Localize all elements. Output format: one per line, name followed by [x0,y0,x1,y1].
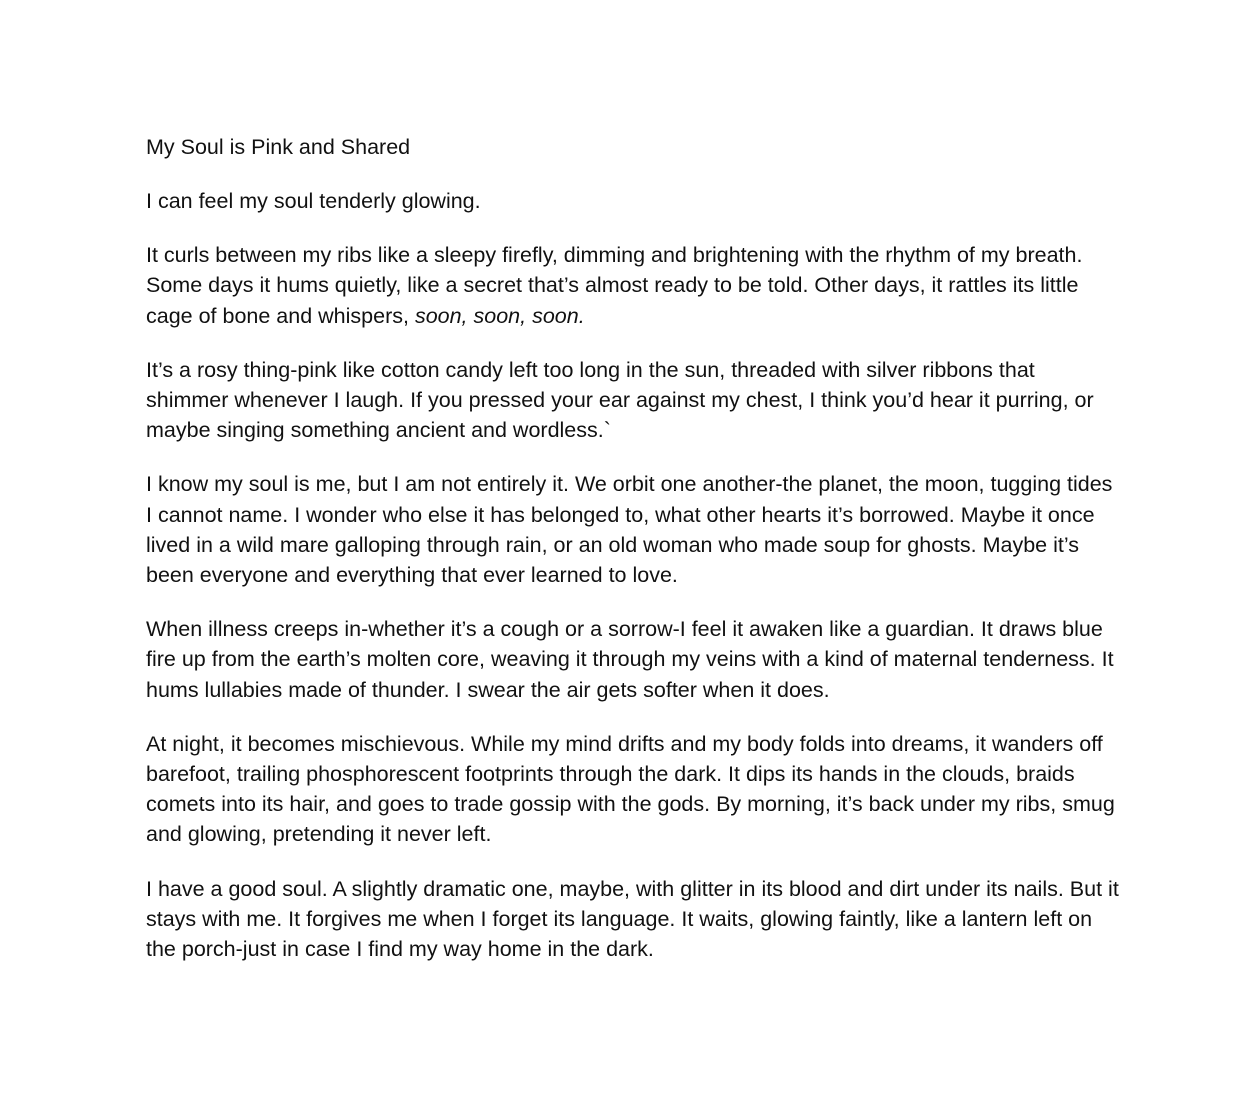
paragraph-4 [146,469,1121,590]
paragraph-text: It’s a rosy thing-pink like cotton candy left too long in the sun, threaded with silver ribbons that shimmer whenever I laugh. If you pressed your ear against my chest, I think you’d hear it purring, or maybe singing something ancient and wordless.` [146,357,1094,443]
paragraph-text: I can feel my soul tenderly glowing. [146,189,481,213]
paragraph-2 [146,240,1121,331]
paragraph-3 [146,355,1121,446]
paragraph-text: It curls between my ribs like a sleepy firefly, dimming and brightening with the rhythm of my breath. Some days it hums quietly, like a secret that’s almost ready to be told. Other days, it rattles its little cage of bone and whispers, [146,243,1083,328]
paragraph-7 [146,874,1121,965]
paragraph-text: I have a good soul. A slightly dramatic one, maybe, with glitter in its blood and dirt under its nails. But it stays with me. It forgives me when I forget its language. It waits, glowing faintly, like a lantern left on the porch-just in case I find my way home in the dark. [146,876,1119,962]
paragraph-text: I know my soul is me, but I am not entirely it. We orbit one another-the planet, the moon, tugging tides I cannot name. I wonder who else it has belonged to, what other hearts it’s borrowed. Maybe it once lived in a wild mare galloping through rain, or an old woman who made soup for ghosts. Maybe it’s been everyone and everything that ever learned to love. [146,472,1113,588]
document-page [146,132,1121,988]
paragraph-6 [146,729,1121,850]
paragraph-1 [146,186,1121,216]
paragraph-text: At night, it becomes mischievous. While my mind drifts and my body folds into dreams, it wanders off barefoot, trailing phosphorescent footprints through the dark. It dips its hands in the clouds, braids comets into its hair, and goes to trade gossip with the gods. By morning, it’s back under my ribs, smug and glowing, pretending it never left. [146,731,1115,847]
paragraph-5 [146,614,1121,705]
paragraph-text: When illness creeps in-whether it’s a cough or a sorrow-I feel it awaken like a guardian. It draws blue fire up from the earth’s molten core, weaving it through my veins with a kind of maternal tenderness. It hums lullabies made of thunder. I swear the air gets softer when it does. [146,617,1114,702]
paragraph-italic-text: soon, soon, soon. [414,303,585,328]
document-title: My Soul is Pink and Shared [146,135,411,159]
